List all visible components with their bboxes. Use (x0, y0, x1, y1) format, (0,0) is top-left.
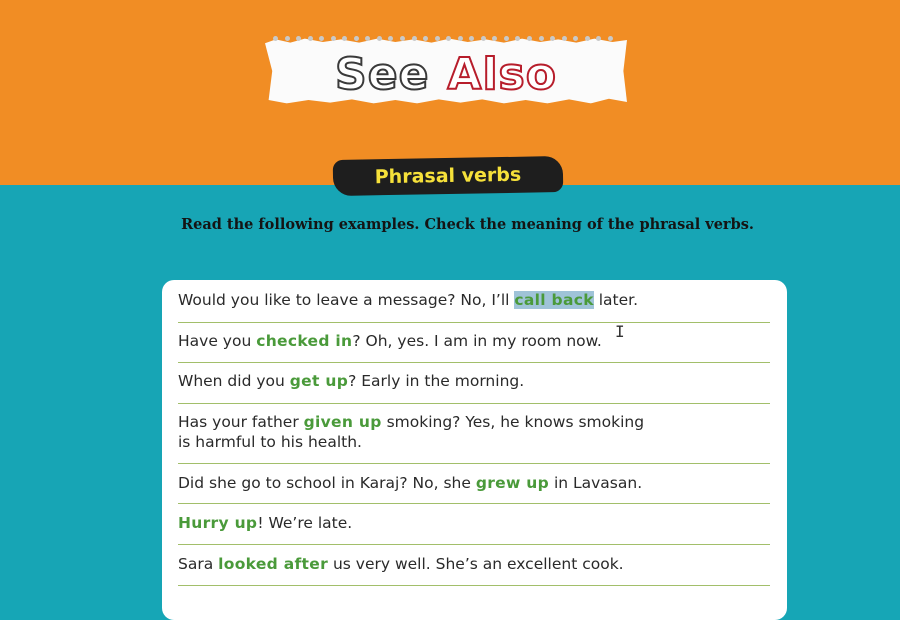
example-row (178, 371, 770, 404)
example-row (178, 331, 770, 363)
phrasal-verb: given up (303, 413, 382, 431)
instruction-text: Read the following examples. Check the meaning of the phrasal verbs. (181, 216, 754, 233)
section-title-badge (333, 156, 564, 196)
example-text: Would you like to leave a message? No, I’ll (178, 291, 515, 309)
phrasal-verb: get up (289, 372, 349, 390)
example-text: ? Early in the morning. (348, 372, 525, 390)
paper-holes (273, 36, 613, 44)
example-text: smoking? Yes, he knows smoking (381, 413, 645, 431)
phrasal-verb: grew up (475, 474, 550, 492)
logo-also-word: Also (447, 48, 557, 100)
example-row (178, 473, 770, 504)
phrasal-verb: Hurry up (178, 514, 258, 532)
example-text: Has your father (178, 413, 304, 431)
section-title: Phrasal verbs (374, 163, 522, 189)
example-row (178, 513, 770, 545)
example-text: Have you (178, 332, 257, 350)
example-text: When did you (178, 372, 290, 390)
example-text: ! We’re late. (257, 514, 353, 532)
examples-card (162, 280, 787, 620)
example-row (178, 554, 770, 586)
example-row (178, 412, 770, 464)
phrasal-verb-selected[interactable]: call back (514, 291, 594, 309)
example-text: later. (593, 291, 639, 309)
example-text: Sara (178, 555, 219, 573)
example-text: in Lavasan. (549, 474, 643, 492)
phrasal-verb: looked after (218, 555, 329, 573)
example-text: Did she go to school in Karaj? No, she (178, 474, 476, 492)
example-row (178, 290, 770, 323)
see-also-logo (265, 44, 627, 104)
logo-see-word: See (335, 48, 430, 100)
phrasal-verb: checked in (256, 332, 353, 350)
example-text: ? Oh, yes. I am in my room now. (352, 332, 602, 350)
example-text: us very well. She’s an excellent cook. (328, 555, 624, 573)
example-text: is harmful to his health. (178, 433, 362, 451)
text-cursor-icon: I (615, 322, 625, 341)
